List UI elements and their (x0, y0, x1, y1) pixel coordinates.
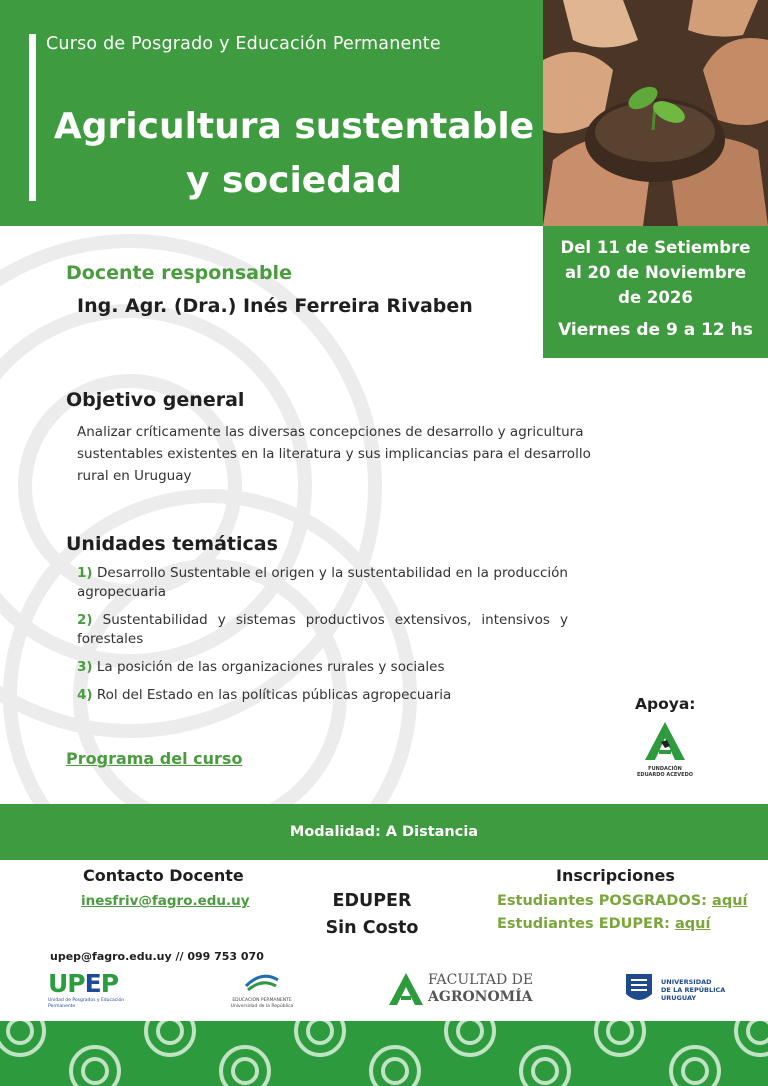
fagro-line2: AGRONOMÍA (428, 989, 533, 1005)
unit-number: 3) (77, 659, 93, 675)
upep-contact: upep@fagro.edu.uy // 099 753 070 (50, 950, 264, 963)
fagro-line1: FACULTAD DE (428, 972, 534, 988)
inscription-label: Estudiantes EDUPER: (497, 916, 675, 932)
unit-text: Sustentabilidad y sistemas productivos extensivos, intensivos y forestales (77, 612, 568, 647)
educacion-permanente-logo (222, 970, 302, 1012)
unit-item (77, 686, 568, 705)
units-title: Unidades temáticas (66, 533, 278, 555)
eduper-line1: EDUPER (332, 891, 412, 911)
objective-title: Objetivo general (66, 389, 245, 411)
educacion-permanente-icon (242, 970, 282, 994)
teacher-label: Docente responsable (66, 262, 292, 284)
fundacion-caption-2: EDUARDO ACEVEDO (637, 772, 693, 778)
objective-text: Analizar críticamente las diversas concepciones de desarrollo y agricultura sustentables existentes en la literatura y sus implicancias para el desarrollo rural en Uruguay (77, 424, 591, 484)
unit-text: La posición de las organizaciones rurales y sociales (96, 659, 445, 675)
schedule: Viernes de 9 a 12 hs (558, 320, 753, 340)
units-list (77, 564, 568, 714)
eduper-info (320, 888, 424, 942)
date-schedule-box (543, 226, 768, 358)
fagro-a-icon (388, 972, 424, 1006)
unit-text: Desarrollo Sustentable el origen y la sustentabilidad en la producción agropecuaria (77, 565, 568, 600)
unit-item (77, 564, 568, 602)
inscription-label: Estudiantes POSGRADOS: (497, 893, 713, 909)
date-line-3: de 2026 (618, 288, 693, 307)
hands-soil-seedling-photo (543, 0, 768, 226)
course-title-line1: Agricultura sustentable (53, 106, 535, 147)
fundacion-caption-1: FUNDACIÓN (648, 766, 682, 772)
eduper-line2: Sin Costo (325, 918, 419, 938)
eduper-registration-link[interactable]: aquí (674, 916, 711, 932)
modality-banner: Modalidad: A Distancia (0, 804, 768, 860)
udelar-logo (624, 972, 734, 1008)
inscriptions-title: Inscripciones (556, 866, 675, 885)
ep-caption-1: EDUCACIÓN PERMANENTE (232, 998, 292, 1003)
header-accent-bar (29, 34, 36, 201)
unit-number: 2) (77, 612, 93, 628)
posgrados-registration-link[interactable]: aquí (712, 893, 748, 909)
support-label: Apoya: (635, 695, 696, 713)
inscription-posgrados (497, 893, 748, 909)
contact-title: Contacto Docente (83, 866, 244, 885)
udelar-shield-icon (624, 972, 654, 1006)
date-line-2: al 20 de Noviembre (564, 263, 747, 282)
upep-caption: Unidad de Posgrados y Educación Permanente (48, 998, 125, 1009)
program-link[interactable]: Programa del curso (66, 749, 243, 768)
date-line-1: Del 11 de Setiembre (560, 238, 751, 257)
unit-number: 4) (77, 687, 93, 703)
course-title (44, 100, 544, 208)
unit-item (77, 658, 568, 677)
upep-logo (48, 970, 138, 1010)
date-range (543, 235, 768, 310)
udelar-text: UNIVERSIDAD DE LA REPÚBLICA URUGUAY (661, 978, 726, 1002)
facultad-agronomia-logo (388, 972, 543, 1006)
unit-item (77, 611, 568, 649)
inscription-eduper (497, 916, 710, 932)
course-title-line2: y sociedad (185, 160, 403, 201)
fundacion-a-icon (643, 720, 687, 762)
footer-pattern-decoration (0, 1021, 768, 1086)
fundacion-acevedo-logo (633, 720, 697, 786)
unit-number: 1) (77, 565, 93, 581)
upep-logo-text: UPEP (48, 969, 119, 998)
contact-email-link[interactable]: inesfriv@fagro.edu.uy (81, 893, 250, 909)
ep-caption-2: Universidad de la República (230, 1004, 294, 1009)
course-type: Curso de Posgrado y Educación Permanente (46, 34, 441, 54)
unit-text: Rol del Estado en las políticas públicas agropecuaria (96, 687, 452, 703)
teacher-name: Ing. Agr. (Dra.) Inés Ferreira Rivaben (77, 295, 473, 317)
